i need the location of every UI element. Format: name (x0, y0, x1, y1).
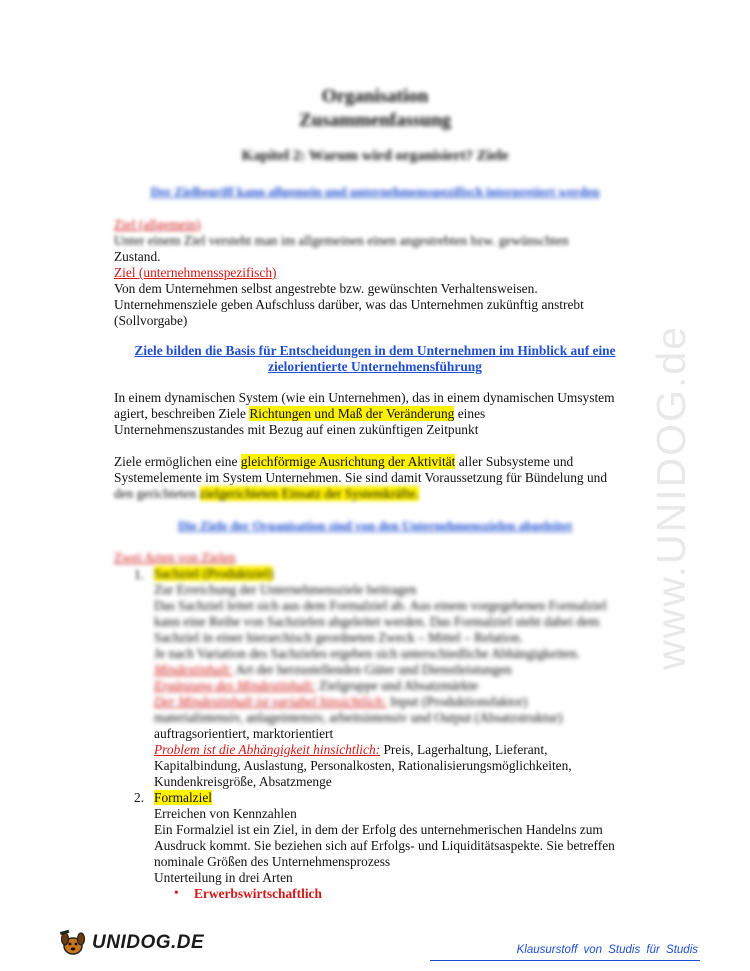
para2-line3 (114, 486, 634, 502)
para2-line2: Systemelemente im System Unternehmen. Sie sind damit Voraussetzung für Bündelung und (114, 470, 608, 485)
section-link-3[interactable] (0, 518, 750, 534)
para1-line3: Unternehmenszustandes mit Bezug auf einen zukünftigen Zeitpunkt (114, 422, 479, 437)
para2-line1 (114, 454, 634, 470)
ziel-allgemein-label-text: Ziel (allgemein) (114, 217, 201, 232)
item2-sub5: Unterteilung in drei Arten (154, 870, 293, 885)
bullet-dot: • (174, 885, 179, 900)
ziel-spez-line1: Von dem Unternehmen selbst angestrebte bzw. gewünschten Verhaltensweisen. (114, 281, 538, 296)
doc-title: Organisation (321, 86, 429, 107)
footer-tagline: Klausurstoff von Studis für Studis (516, 944, 698, 956)
para1-line1: In einem dynamischen System (wie ein Unternehmen), das in einem dynamischen Umsystem (114, 390, 615, 405)
para2-text-a: Ziele ermöglichen eine (114, 454, 241, 469)
arten-label-text: Zwei Arten von Zielen (114, 550, 236, 565)
ziel-spez-label-text: Ziel (unternehmensspezifisch) (114, 265, 277, 280)
item1-label-text: Sachziel (Produktziel) (154, 566, 274, 581)
item2-sub1: Erreichen von Kennzahlen (154, 806, 297, 821)
section-link-1[interactable] (0, 184, 750, 200)
ziel-spez-label (114, 265, 634, 281)
ergaenzung-label: Ergänzung des Mindestinhalt: (154, 678, 316, 693)
watermark: www.UNIDOG.de (648, 325, 694, 670)
variabel-label: Der Mindestinhalt ist variabel hinsichtlich: (154, 694, 387, 709)
bullet1-text: Erwerbswirtschaftlich (194, 886, 322, 901)
chapter-heading: Kapitel 2: Warum wird organisiert? Ziele (241, 148, 509, 164)
item1-sub5: Je nach Variation des Sachzieles ergeben sich unterschiedliche Abhängigkeiten. (154, 646, 581, 661)
item1-sub3: kann eine Reihe von Sachzielen abgeleitet werden. Das Formalziel steht dabei dem (154, 614, 600, 629)
para1-highlight: Richtungen und Maß der Veränderung (249, 406, 455, 421)
item2-number: 2. (134, 790, 145, 805)
para2-text-b: aller Subsysteme und (455, 454, 574, 469)
para2-highlight: gleichförmige Ausrichtung der Aktivität (240, 454, 456, 469)
ziel-spez-line3: (Sollvorgabe) (114, 313, 188, 328)
arten-label (114, 550, 634, 566)
item1-sub7 (154, 678, 634, 694)
item2-sub2: Ein Formalziel ist ein Ziel, in dem der Erfolg des unternehmerischen Handelns zum (154, 822, 603, 837)
ergaenzung-text: Zielgruppe und Absatzmärkte (315, 678, 479, 693)
item1-sub8 (154, 694, 634, 710)
item2-label (154, 790, 634, 806)
item1-sub11 (154, 742, 634, 758)
ziel-spez-line2: Unternehmensziele geben Aufschluss darüber, was das Unternehmen zukünftig anstrebt (114, 297, 584, 312)
section-link-1-text[interactable]: Der Zielbegriff kann allgemein und unternehmensspezifisch interpretiert werden (150, 184, 600, 199)
footer-divider (430, 960, 700, 961)
problem-text: Preis, Lagerhaltung, Lieferant, (380, 742, 548, 757)
para2-highlight-2: zielgerichteten Einsatz der Systemkräfte. (199, 486, 419, 501)
section-link-2[interactable] (100, 343, 650, 375)
logo-text: UNIDOG.DE (92, 932, 205, 953)
ziel-allgemein-line1: Unter einem Ziel versteht man im allgemeinen einen angestrebten bzw. gewünschten (114, 233, 569, 248)
item2-label-text: Formalziel (154, 790, 213, 805)
para2-text-c: den gerichteten (114, 486, 200, 501)
item1-sub12: Kapitalbindung, Auslastung, Personalkosten, Rationalisierungsmöglichkeiten, (154, 758, 572, 773)
item1-number: 1. (134, 567, 145, 582)
item2-sub3: Ausdruck kommt. Sie beziehen sich auf Erfolgs- und Liquiditätsaspekte. Sie betreffen (154, 838, 615, 853)
dog-logo-icon (56, 928, 90, 958)
para1-line2 (114, 406, 634, 422)
ziel-allgemein-label (114, 217, 634, 233)
para1-text-b: eines (454, 406, 486, 421)
mindestinhalt-text: Art der herzustellenden Güter und Dienstleistungen (232, 662, 512, 677)
mindestinhalt-label: Mindestinhalt: (154, 662, 233, 677)
item1-sub10: auftragsorientiert, marktorientiert (154, 726, 334, 741)
item1-sub6 (154, 662, 634, 678)
problem-label: Problem ist die Abhängigkeit hinsichtlich: (154, 742, 381, 757)
item1-sub1: Zur Erreichung der Unternehmensziele beitragen (154, 582, 417, 597)
item1-label (154, 566, 634, 582)
item1-sub2: Das Sachziel leitet sich aus dem Formalziel ab. Aus einem vorgegebenen Formalziel (154, 598, 607, 613)
item2-sub4: nominale Größen des Unternehmensprozess (154, 854, 391, 869)
doc-subtitle: Zusammenfassung (298, 110, 452, 131)
footer-logo[interactable] (56, 928, 204, 958)
item1-sub4: Sachziel in einer hierarchisch geordneten Zweck – Mittel – Relation. (154, 630, 523, 645)
ziel-allgemein-line2: Zustand. (114, 249, 161, 264)
section-link-2-line2[interactable]: zielorientierte Unternehmensführung (268, 359, 482, 374)
variabel-text: Input (Produktionsfaktor) (386, 694, 528, 709)
item1-sub9: materialintensiv, anlageintensiv, arbeitsintensiv und Output (Absatzstruktur) (154, 710, 563, 725)
section-link-2-line1[interactable]: Ziele bilden die Basis für Entscheidungen in dem Unternehmen im Hinblick auf eine (134, 343, 616, 358)
para1-text-a: agiert, beschreiben Ziele (114, 406, 250, 421)
item1-sub13: Kundenkreisgröße, Absatzmenge (154, 774, 332, 789)
section-link-3-text[interactable]: Die Ziele der Organisation sind von den Unternehmenszielen abgeleitet (177, 518, 573, 533)
